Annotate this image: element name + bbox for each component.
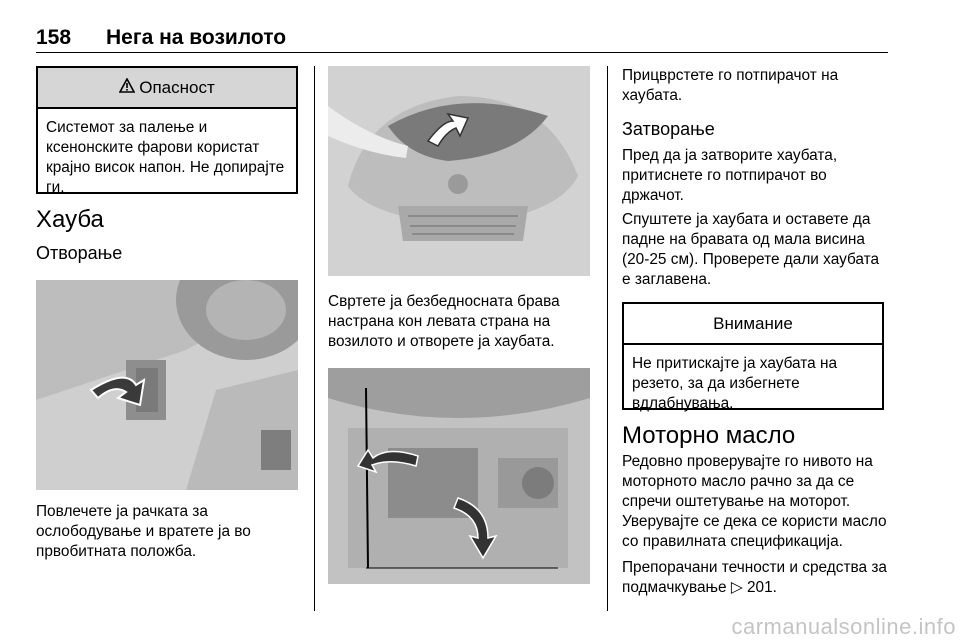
prop-rod-intro: Прицврстете го потпирачот на хаубата.	[622, 67, 839, 104]
page-header	[36, 26, 286, 50]
page-title: Нега на возилото	[106, 26, 287, 49]
page-reference-link[interactable]: 201.	[747, 579, 777, 596]
caption-release-lever: Повлечете ја рачката за ослободување и вратете ја во првобитната положба.	[36, 503, 251, 560]
oil-paragraph-2-text: Препорачани течности и средства за подмачкување	[622, 559, 887, 596]
danger-text: Системот за палење и ксенонските фарови користат крајно висок напон. Не допирајте ги.	[46, 119, 285, 196]
hood-release-lever-illustration	[36, 280, 298, 490]
closing-paragraph-1: Пред да ја затворите хаубата, притиснете го потпирачот во држачот.	[622, 147, 838, 204]
notice-label: Внимание	[713, 313, 793, 333]
danger-box-header	[38, 68, 296, 109]
watermark: carmanualsonline.info	[731, 614, 956, 639]
column-middle	[328, 66, 590, 584]
column-right	[622, 66, 888, 598]
warning-triangle-icon	[119, 78, 135, 98]
hood-safety-catch-illustration	[328, 66, 590, 276]
danger-box	[36, 66, 298, 194]
closing-paragraph-2: Спуштете ја хаубата и оставете да падне на бравата од мала висина (20-25 см). Проверете дали хаубата е заглавена.	[622, 211, 880, 288]
hood-prop-rod-illustration	[328, 368, 590, 584]
notice-box-header	[624, 304, 882, 345]
column-divider	[314, 66, 315, 611]
column-divider	[607, 66, 608, 611]
oil-paragraph-2	[622, 558, 888, 598]
subsection-title-opening: Отворање	[36, 243, 123, 263]
caption-safety-catch: Свртете ја безбедносната брава настрана кон левата страна на возилото и отворете ја хаубата.	[328, 293, 560, 350]
subsection-title-closing: Затворање	[622, 119, 715, 139]
notice-box	[622, 302, 884, 410]
page-number: 158	[36, 26, 72, 49]
section-title-engine-oil: Моторно масло	[622, 422, 796, 449]
header-rule	[36, 52, 888, 53]
column-left	[36, 66, 298, 562]
danger-label: Опасност	[139, 77, 215, 97]
section-title-hood: Хауба	[36, 206, 104, 233]
oil-paragraph-1: Редовно проверувајте го нивото на моторното масло рачно за да се спречи оштетување на моторот. Уверувајте се дека се користи масло со правилната спецификација.	[622, 453, 887, 550]
page-reference-arrow-icon: ▷	[730, 579, 743, 596]
notice-text: Не притискајте ја хаубата на резето, за да избегнете вдлабнувања.	[632, 355, 838, 412]
